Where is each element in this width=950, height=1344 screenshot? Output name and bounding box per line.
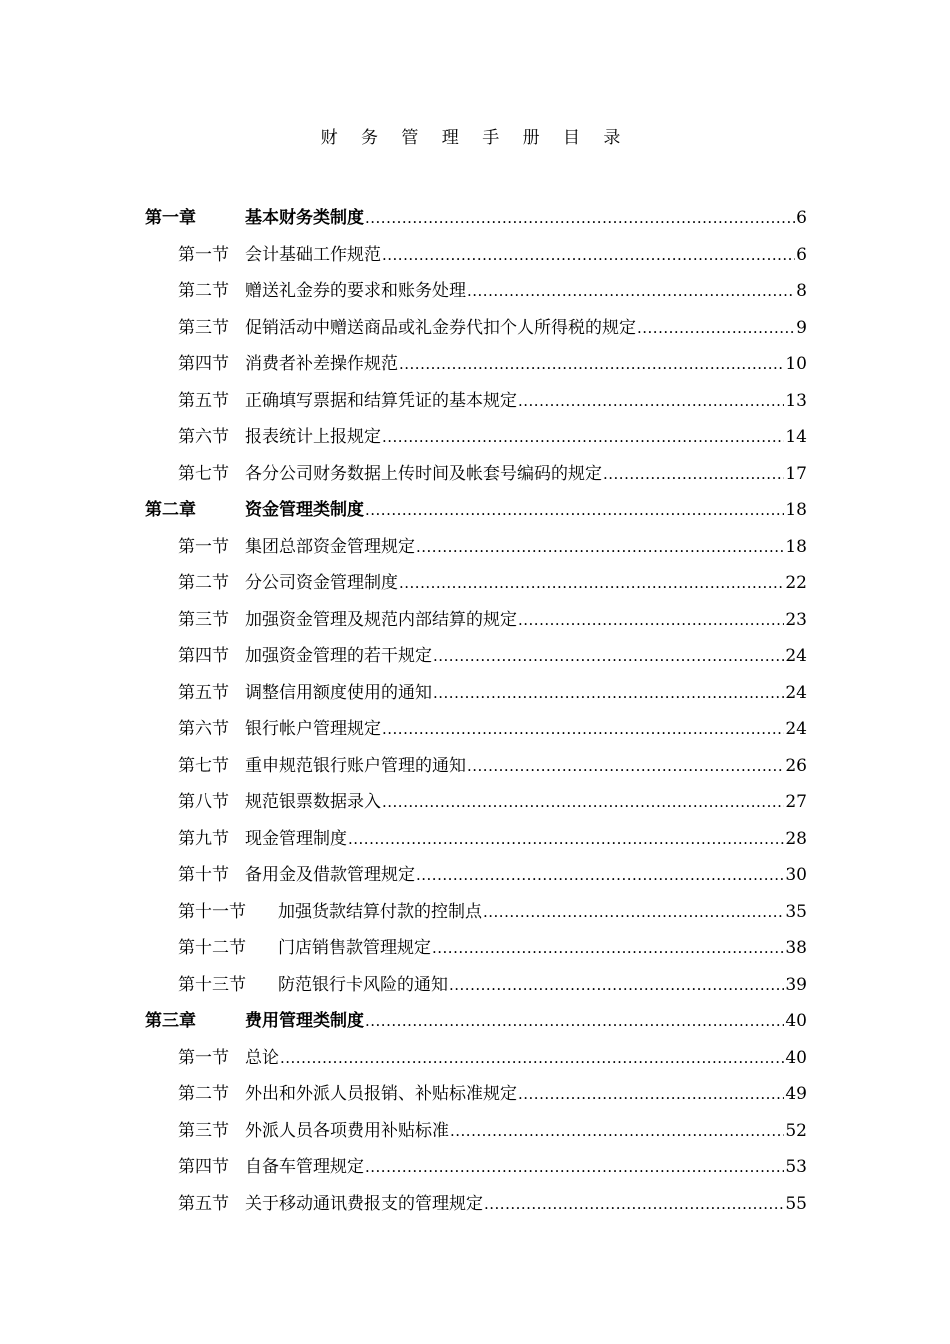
toc-entry-title: 总论: [245, 1047, 279, 1068]
toc-page-number: 40: [785, 1011, 807, 1031]
toc-entry-number: 第一节: [178, 536, 229, 557]
toc-section-row[interactable]: [145, 1076, 807, 1113]
toc-entry-title: 报表统计上报规定: [245, 427, 381, 447]
toc-entry-title: 加强资金管理的若干规定: [245, 646, 432, 666]
toc-section-row[interactable]: [145, 675, 807, 712]
toc-entry-title: 现金管理制度: [245, 828, 347, 849]
toc-page-number: 18: [785, 500, 807, 520]
toc-dot-leader: [467, 273, 795, 310]
toc-entry-number: 第五节: [178, 390, 229, 411]
toc-entry-number: 第三节: [178, 609, 229, 630]
toc-entry-title: 自备车管理规定: [245, 1157, 364, 1177]
toc-dot-leader: [348, 821, 784, 858]
toc-dot-leader: [518, 383, 784, 420]
toc-entry-title: 重申规范银行账户管理的通知: [245, 755, 466, 776]
toc-entry-number: 第七节: [178, 755, 229, 776]
toc-page-number: 18: [785, 536, 807, 557]
toc-dot-leader: [365, 492, 784, 529]
toc-section-row[interactable]: [145, 821, 807, 858]
toc-dot-leader: [382, 711, 784, 748]
toc-dot-leader: [382, 419, 784, 456]
toc-section-row[interactable]: [145, 346, 807, 383]
toc-entry-title: 加强货款结算付款的控制点: [278, 901, 482, 922]
toc-section-row[interactable]: [145, 748, 807, 785]
toc-section-row[interactable]: [145, 1186, 807, 1223]
toc-entry-title: 基本财务类制度: [245, 208, 364, 228]
toc-entry-title: 集团总部资金管理规定: [245, 536, 415, 557]
toc-page-number: 24: [785, 646, 807, 666]
toc-entry-title: 银行帐户管理规定: [245, 719, 381, 739]
toc-dot-leader: [416, 529, 784, 566]
toc-page-number: 55: [785, 1193, 807, 1214]
toc-page-number: 22: [785, 573, 807, 593]
toc-dot-leader: [483, 894, 784, 931]
toc-page-number: 39: [785, 974, 807, 995]
toc-dot-leader: [603, 456, 784, 493]
toc-dot-leader: [399, 346, 784, 383]
toc-entry-title: 各分公司财务数据上传时间及帐套号编码的规定: [245, 463, 602, 484]
toc-section-row[interactable]: [145, 638, 807, 675]
toc-section-row[interactable]: [145, 565, 807, 602]
toc-page-number: 26: [785, 755, 807, 776]
toc-dot-leader: [365, 1003, 784, 1040]
toc-dot-leader: [518, 1076, 784, 1113]
toc-page-number: 27: [785, 792, 807, 812]
toc-page-number: 24: [785, 719, 807, 739]
toc-entry-title: 关于移动通讯费报支的管理规定: [245, 1193, 483, 1214]
toc-page-number: 17: [785, 463, 807, 484]
toc-section-row[interactable]: [145, 602, 807, 639]
toc-section-row[interactable]: [145, 967, 807, 1004]
toc-entry-number: 第七节: [178, 463, 229, 484]
toc-page-number: 53: [785, 1157, 807, 1177]
toc-section-row[interactable]: [145, 383, 807, 420]
toc-page-number: 40: [785, 1047, 807, 1068]
toc-entry-number: 第四节: [178, 646, 229, 666]
toc-entry-number: 第二节: [178, 573, 229, 593]
toc-page-number: 38: [785, 938, 807, 958]
toc-entry-number: 第十二节: [178, 938, 246, 958]
toc-entry-title: 规范银票数据录入: [245, 792, 381, 812]
toc-page-number: 8: [796, 281, 807, 301]
toc-section-row[interactable]: [145, 310, 807, 347]
toc-entry-number: 第十一节: [178, 901, 246, 922]
toc-dot-leader: [280, 1040, 784, 1077]
toc-dot-leader: [484, 1186, 784, 1223]
toc-entry-number: 第一节: [178, 244, 229, 265]
toc-entry-title: 分公司资金管理制度: [245, 573, 398, 593]
toc-page-number: 9: [796, 317, 807, 338]
toc-entry-number: 第四节: [178, 354, 229, 374]
toc-section-row[interactable]: [145, 784, 807, 821]
toc-page-number: 35: [785, 901, 807, 922]
toc-dot-leader: [467, 748, 784, 785]
toc-dot-leader: [365, 1149, 784, 1186]
toc-dot-leader: [399, 565, 784, 602]
toc-entry-number: 第一节: [178, 1047, 229, 1068]
toc-entry-title: 费用管理类制度: [245, 1011, 364, 1031]
toc-entry-title: 备用金及借款管理规定: [245, 865, 415, 885]
toc-section-row[interactable]: [145, 237, 807, 274]
toc-entry-title: 正确填写票据和结算凭证的基本规定: [245, 390, 517, 411]
toc-section-row[interactable]: [145, 1149, 807, 1186]
toc-entry-title: 资金管理类制度: [245, 500, 364, 520]
document-title: 财 务 管 理 手 册 目 录: [320, 128, 630, 148]
toc-page-number: 14: [785, 427, 807, 447]
toc-dot-leader: [382, 237, 795, 274]
toc-entry-number: 第三节: [178, 317, 229, 338]
toc-entry-number: 第二章: [145, 500, 196, 520]
toc-entry-number: 第五节: [178, 1193, 229, 1214]
toc-page-number: 24: [785, 682, 807, 703]
toc-dot-leader: [450, 1113, 784, 1150]
toc-dot-leader: [382, 784, 784, 821]
toc-page-number: 13: [785, 390, 807, 411]
toc-entry-number: 第三章: [145, 1011, 196, 1031]
toc-dot-leader: [449, 967, 784, 1004]
toc-section-row[interactable]: [145, 529, 807, 566]
toc-entry-number: 第四节: [178, 1157, 229, 1177]
toc-section-row[interactable]: [145, 857, 807, 894]
toc-entry-number: 第二节: [178, 281, 229, 301]
toc-entry-title: 调整信用额度使用的通知: [245, 682, 432, 703]
toc-dot-leader: [416, 857, 784, 894]
toc-entry-number: 第八节: [178, 792, 229, 812]
toc-entry-title: 门店销售款管理规定: [278, 938, 431, 958]
toc-entry-title: 消费者补差操作规范: [245, 354, 398, 374]
toc-page-number: 52: [785, 1120, 807, 1141]
toc-entry-number: 第六节: [178, 427, 229, 447]
toc-entry-title: 会计基础工作规范: [245, 244, 381, 265]
toc-section-row[interactable]: [145, 711, 807, 748]
toc-page-number: 30: [785, 865, 807, 885]
table-of-contents: [145, 200, 807, 1222]
toc-dot-leader: [518, 602, 784, 639]
toc-dot-leader: [433, 675, 784, 712]
toc-entry-title: 赠送礼金券的要求和账务处理: [245, 281, 466, 301]
toc-chapter-row[interactable]: [145, 1003, 807, 1040]
toc-page-number: 6: [796, 208, 807, 228]
toc-entry-number: 第六节: [178, 719, 229, 739]
toc-entry-title: 防范银行卡风险的通知: [278, 974, 448, 995]
toc-entry-number: 第一章: [145, 208, 196, 228]
toc-entry-number: 第五节: [178, 682, 229, 703]
toc-entry-title: 促销活动中赠送商品或礼金券代扣个人所得税的规定: [245, 317, 636, 338]
toc-entry-number: 第三节: [178, 1120, 229, 1141]
toc-page-number: 6: [796, 244, 807, 265]
toc-section-row[interactable]: [145, 273, 807, 310]
toc-dot-leader: [637, 310, 795, 347]
toc-section-row[interactable]: [145, 419, 807, 456]
toc-page-number: 49: [785, 1084, 807, 1104]
toc-page-number: 10: [785, 354, 807, 374]
toc-dot-leader: [433, 638, 784, 675]
toc-chapter-row[interactable]: [145, 492, 807, 529]
toc-entry-number: 第十节: [178, 865, 229, 885]
toc-section-row[interactable]: [145, 894, 807, 931]
toc-entry-title: 加强资金管理及规范内部结算的规定: [245, 609, 517, 630]
toc-entry-title: 外出和外派人员报销、补贴标准规定: [245, 1084, 517, 1104]
toc-entry-title: 外派人员各项费用补贴标准: [245, 1120, 449, 1141]
toc-section-row[interactable]: [145, 1113, 807, 1150]
toc-page-number: 23: [785, 609, 807, 630]
toc-entry-number: 第九节: [178, 828, 229, 849]
toc-dot-leader: [365, 200, 795, 237]
toc-entry-number: 第十三节: [178, 974, 246, 995]
toc-section-row[interactable]: [145, 930, 807, 967]
toc-dot-leader: [432, 930, 784, 967]
toc-section-row[interactable]: [145, 456, 807, 493]
toc-page-number: 28: [785, 828, 807, 849]
toc-entry-number: 第二节: [178, 1084, 229, 1104]
toc-section-row[interactable]: [145, 1040, 807, 1077]
toc-chapter-row[interactable]: [145, 200, 807, 237]
